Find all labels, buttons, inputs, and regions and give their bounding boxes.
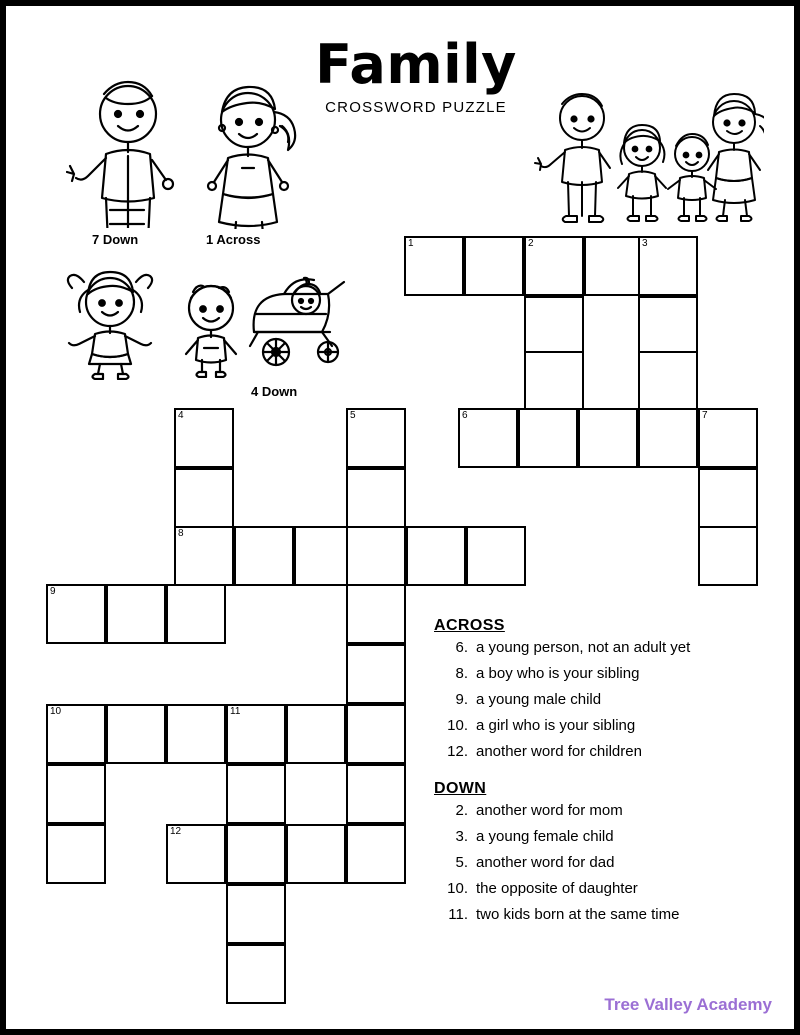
down-clue-item — [434, 803, 774, 818]
illustration-girl-child — [58, 258, 163, 380]
crossword-cell[interactable] — [346, 704, 406, 764]
caption-1-across: 1 Across — [206, 232, 261, 247]
cell-number: 7 — [702, 410, 708, 421]
crossword-cell[interactable] — [346, 408, 406, 468]
crossword-cell[interactable] — [524, 296, 584, 356]
crossword-cell[interactable] — [524, 351, 584, 411]
crossword-cell[interactable] — [698, 468, 758, 528]
illustration-girl-ponytail — [192, 84, 310, 229]
crossword-cell[interactable] — [294, 526, 354, 586]
crossword-cell[interactable] — [346, 526, 406, 586]
crossword-cell[interactable] — [166, 584, 226, 644]
crossword-cell[interactable] — [638, 236, 698, 296]
cell-number: 9 — [50, 586, 56, 597]
crossword-cell[interactable] — [638, 408, 698, 468]
across-clue-item — [434, 692, 774, 707]
clues-section — [434, 618, 774, 933]
crossword-cell[interactable] — [46, 704, 106, 764]
crossword-cell[interactable] — [346, 644, 406, 704]
clue-text: a girl who is your sibling — [476, 717, 636, 734]
across-clue-item — [434, 744, 774, 759]
clue-text: another word for dad — [476, 854, 615, 871]
crossword-cell[interactable] — [226, 704, 286, 764]
crossword-cell[interactable] — [286, 704, 346, 764]
crossword-cell[interactable] — [698, 408, 758, 468]
crossword-cell[interactable] — [226, 824, 286, 884]
clue-number: 6. — [455, 639, 468, 656]
clue-number: 9. — [455, 691, 468, 708]
clue-number: 5. — [455, 854, 468, 871]
clue-text: the opposite of daughter — [476, 880, 638, 897]
cell-number: 10 — [50, 706, 62, 717]
crossword-cell[interactable] — [46, 824, 106, 884]
clue-number: 10. — [447, 717, 468, 734]
across-heading: ACROSS — [434, 617, 505, 634]
down-clue-item — [434, 855, 774, 870]
crossword-cell[interactable] — [226, 944, 286, 1004]
crossword-cell[interactable] — [458, 408, 518, 468]
crossword-cell[interactable] — [524, 236, 584, 296]
crossword-cell[interactable] — [346, 584, 406, 644]
clue-text: two kids born at the same time — [476, 906, 680, 923]
crossword-cell[interactable] — [46, 764, 106, 824]
crossword-cell[interactable] — [466, 526, 526, 586]
crossword-cell[interactable] — [346, 764, 406, 824]
cell-number: 4 — [178, 410, 184, 421]
cell-number: 8 — [178, 528, 184, 539]
clue-text: another word for mom — [476, 802, 623, 819]
caption-7-down: 7 Down — [92, 232, 139, 247]
crossword-cell[interactable] — [698, 526, 758, 586]
crossword-cell[interactable] — [578, 408, 638, 468]
crossword-cell[interactable] — [234, 526, 294, 586]
page-subtitle: CROSSWORD PUZZLE — [325, 99, 507, 116]
clue-text: a young female child — [476, 828, 614, 845]
crossword-cell[interactable] — [406, 526, 466, 586]
footer-branding: Tree Valley Academy — [604, 995, 772, 1014]
crossword-cell[interactable] — [638, 296, 698, 356]
down-clue-list — [434, 803, 774, 922]
crossword-cell[interactable] — [106, 704, 166, 764]
clue-number: 11. — [448, 906, 468, 923]
crossword-cell[interactable] — [166, 704, 226, 764]
down-clue-item — [434, 881, 774, 896]
clue-number: 3. — [455, 828, 468, 845]
clue-text: another word for children — [476, 743, 642, 760]
page-title: Family — [315, 33, 517, 96]
crossword-cell[interactable] — [166, 824, 226, 884]
illustration-family-group — [534, 88, 764, 228]
crossword-cell[interactable] — [346, 468, 406, 528]
crossword-cell[interactable] — [46, 584, 106, 644]
crossword-cell[interactable] — [174, 526, 234, 586]
crossword-cell[interactable] — [518, 408, 578, 468]
across-clue-item — [434, 666, 774, 681]
clue-text: a boy who is your sibling — [476, 665, 640, 682]
cell-number: 6 — [462, 410, 468, 421]
cell-number: 11 — [230, 706, 241, 717]
clue-text: a young person, not an adult yet — [476, 639, 691, 656]
cell-number: 1 — [408, 238, 414, 249]
crossword-cell[interactable] — [404, 236, 464, 296]
cell-number: 12 — [170, 826, 182, 837]
down-heading: DOWN — [434, 780, 487, 797]
down-clue-item — [434, 829, 774, 844]
cell-number: 5 — [350, 410, 356, 421]
across-clue-list — [434, 640, 774, 759]
clue-text: a young male child — [476, 691, 602, 708]
crossword-cell[interactable] — [584, 236, 644, 296]
cell-number: 2 — [528, 238, 534, 249]
clue-number: 2. — [455, 802, 468, 819]
clue-number: 8. — [455, 665, 468, 682]
across-clue-item — [434, 640, 774, 655]
clue-number: 12. — [447, 743, 468, 760]
down-clue-item — [434, 907, 774, 922]
crossword-cell[interactable] — [174, 468, 234, 528]
cell-number: 3 — [642, 238, 648, 249]
crossword-cell[interactable] — [174, 408, 234, 468]
across-clue-item — [434, 718, 774, 733]
crossword-cell[interactable] — [464, 236, 524, 296]
crossword-cell[interactable] — [346, 824, 406, 884]
illustration-boy-waving — [66, 78, 196, 228]
crossword-cell[interactable] — [286, 824, 346, 884]
crossword-cell[interactable] — [106, 584, 166, 644]
caption-4-down: 4 Down — [251, 384, 298, 399]
illustration-baby-stroller — [236, 266, 351, 376]
crossword-cell[interactable] — [226, 764, 286, 824]
crossword-cell[interactable] — [638, 351, 698, 411]
clue-number: 10. — [447, 880, 468, 897]
crossword-cell[interactable] — [226, 884, 286, 944]
